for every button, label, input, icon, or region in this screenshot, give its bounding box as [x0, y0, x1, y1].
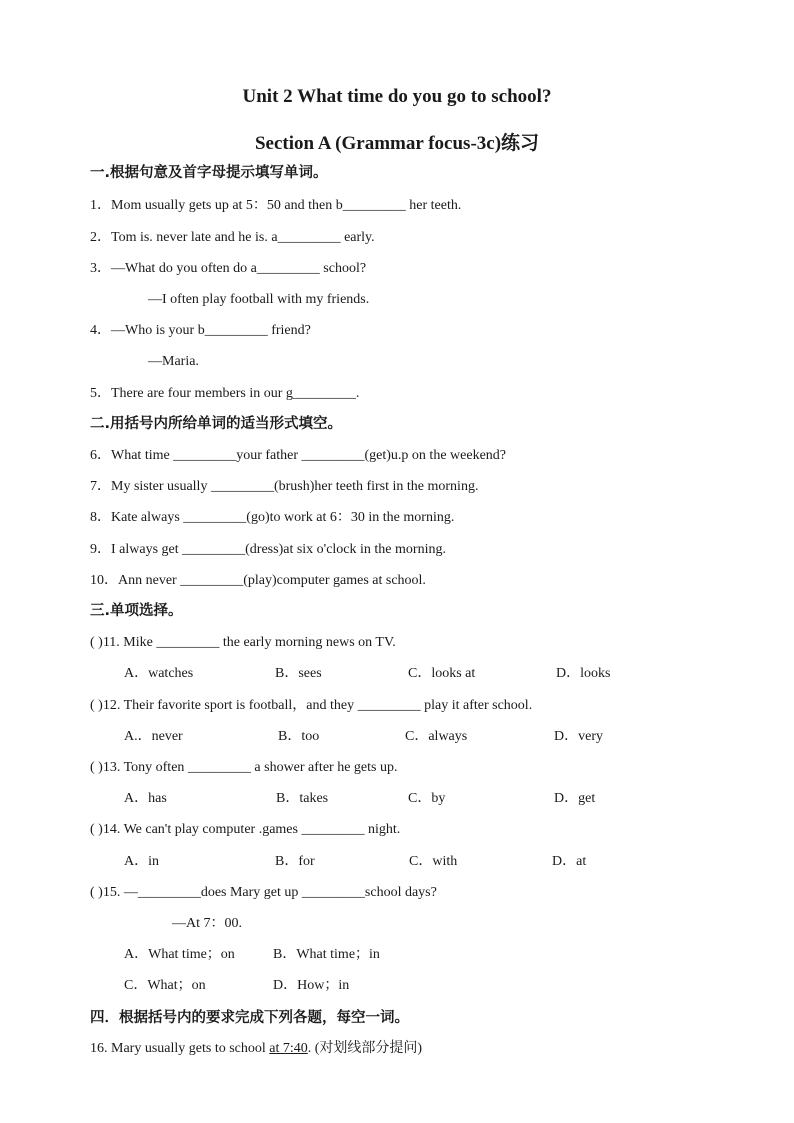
question-3-answer: —I often play football with my friends.: [148, 292, 370, 307]
q15-option-b: B．What time；in: [273, 947, 380, 962]
question-2: 2．Tom is. never late and he is. a_________ early.: [90, 230, 375, 245]
q11-option-a: A．watches: [124, 666, 194, 681]
q14-option-d: D．at: [552, 854, 587, 869]
q12-option-a: A.．never: [124, 729, 183, 744]
question-16: [90, 1040, 422, 1058]
q13-option-d: D．get: [554, 791, 596, 806]
q12-option-d: D．very: [554, 729, 603, 744]
section-3-heading: 三.单项选择。: [90, 603, 183, 619]
q13-option-b: B．takes: [276, 791, 329, 806]
question-4-answer: —Maria.: [148, 354, 199, 369]
q12-option-b: B．too: [278, 729, 320, 744]
section-4-heading: 四．根据括号内的要求完成下列各题，每空一词。: [90, 1010, 409, 1026]
question-9: 9．I always get _________(dress)at six o'clock in the morning.: [90, 542, 446, 557]
question-16-instruction: . (对划线部分提问): [307, 1041, 423, 1056]
q11-option-c: C．looks at: [408, 666, 476, 681]
q11-option-b: B．sees: [275, 666, 322, 681]
question-15: ( )15. —_________does Mary get up _________school days?: [90, 885, 437, 900]
question-11: ( )11. Mike _________ the early morning news on TV.: [90, 635, 396, 650]
question-15-answer: —At 7：00.: [172, 916, 242, 931]
q15-option-d: D．How；in: [273, 978, 350, 993]
question-13: ( )13. Tony often _________ a shower after he gets up.: [90, 760, 398, 775]
q14-option-b: B．for: [275, 854, 315, 869]
worksheet-title: Unit 2 What time do you go to school?: [242, 86, 552, 107]
question-14: ( )14. We can't play computer .games _________ night.: [90, 822, 401, 837]
q12-option-c: C．always: [405, 729, 468, 744]
worksheet-subtitle: Section A (Grammar focus-3c)练习: [254, 133, 540, 154]
question-12: ( )12. Their favorite sport is football，and they _________ play it after school.: [90, 698, 533, 713]
question-16-text: 16. Mary usually gets to school: [90, 1041, 270, 1056]
question-10: 10．Ann never _________(play)computer games at school.: [90, 573, 426, 588]
question-3: 3．—What do you often do a_________ school?: [90, 261, 367, 276]
question-4: 4．—Who is your b_________ friend?: [90, 323, 311, 338]
question-7: 7．My sister usually _________(brush)her teeth first in the morning.: [90, 479, 479, 494]
q14-option-a: A．in: [124, 854, 159, 869]
q11-option-d: D．looks: [556, 666, 611, 681]
section-1-heading: 一.根据句意及首字母提示填写单词。: [90, 165, 328, 181]
q14-option-c: C．with: [409, 854, 458, 869]
q13-option-c: C．by: [408, 791, 446, 806]
question-1: 1．Mom usually gets up at 5：50 and then b_________ her teeth.: [90, 198, 462, 213]
question-8: 8．Kate always _________(go)to work at 6：30 in the morning.: [90, 510, 455, 525]
q15-option-a: A．What time；on: [124, 947, 235, 962]
question-16-underlined: at 7:40: [269, 1041, 308, 1056]
question-5: 5．There are four members in our g_________.: [90, 386, 360, 401]
section-2-heading: 二.用括号内所给单词的适当形式填空。: [90, 416, 343, 432]
q15-option-c: C．What；on: [124, 978, 206, 993]
question-6: 6．What time _________your father _________(get)u.p on the weekend?: [90, 448, 507, 463]
q13-option-a: A．has: [124, 791, 167, 806]
